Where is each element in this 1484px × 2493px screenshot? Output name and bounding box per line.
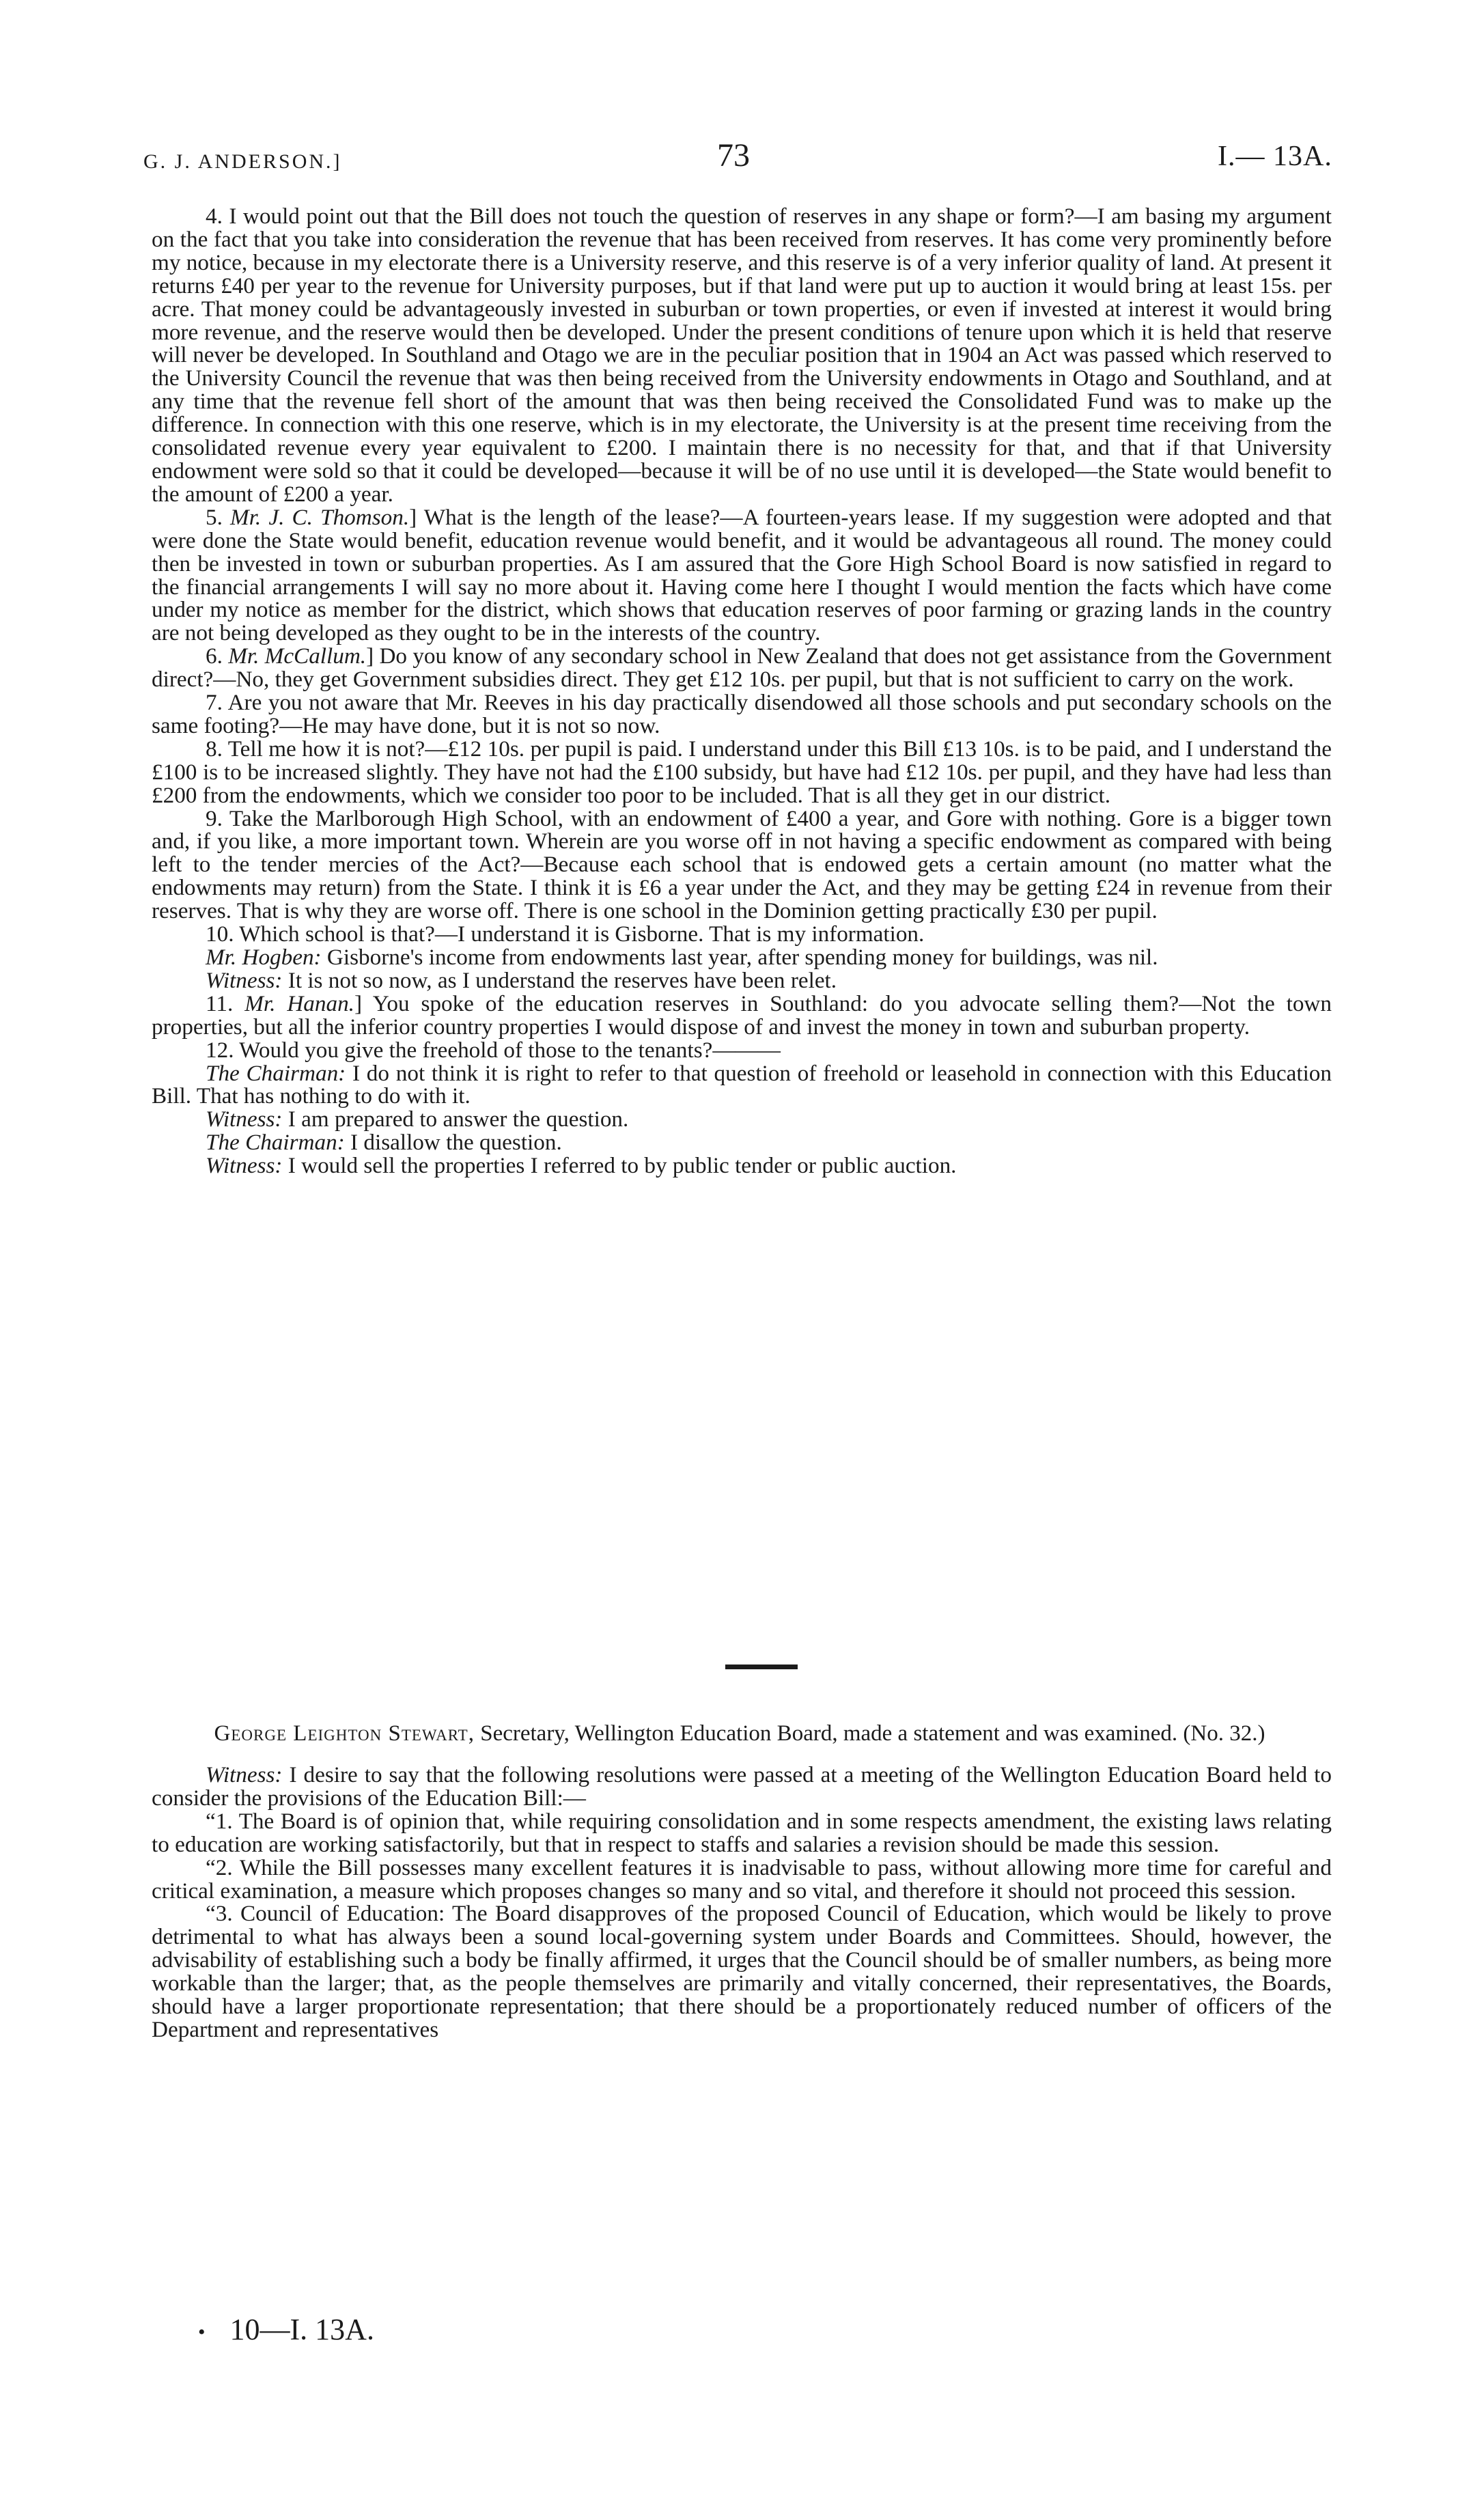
paragraph-q8: 8. Tell me how it is not?—£12 10s. per pupil is paid. I understand under this Bill £13 10s. is to be paid, and I understand the £100 is to be increased slightly. They have not had the £100 subsidy, but have had £12 10s. per pupil, and they have had less than £200 from the endowments, which we consider too poor to be included. That is all they get in our district. (152, 736, 1332, 808)
resolution-1: “1. The Board is of opinion that, while requiring consolidation and in some respects amendment, the existing laws relating to education are working satisfactorily, but that in respect to staffs and salaries a revision should be made this session. (152, 1808, 1332, 1857)
paper-reference: I.— 13A. (1218, 141, 1332, 172)
paragraph-hogben: Mr. Hogben: Gisborne's income from endowments last year, after spending money for buildings, was nil. (206, 945, 1158, 970)
paragraph-witness-sell: Witness: I would sell the properties I referred to by public tender or public auction. (206, 1153, 957, 1179)
paragraph-witness-answer: Witness: I am prepared to answer the question. (206, 1106, 629, 1132)
speaker-name: Witness: (206, 1106, 283, 1132)
speaker-name: Mr. J. C. Thomson. (230, 504, 410, 530)
paragraph-q11: 11. Mr. Hanan.] You spoke of the education reserves in Southland: do you advocate selling them?—Not the town properties, but all the inferior country properties I would dispose of and invest the money in town and suburban property. (152, 990, 1332, 1040)
section-divider (725, 1665, 798, 1669)
speaker-name: The Chairman: (206, 1060, 346, 1086)
speaker-name: Witness: (206, 1762, 283, 1787)
speaker-name: Mr. Hanan. (244, 990, 354, 1016)
speaker-name: Witness: (206, 967, 283, 993)
signature-line: 10—I. 13A. (229, 2313, 374, 2346)
paragraph-q9: 9. Take the Marlborough High School, with an endowment of £400 a year, and Gore with nothing. Gore is a bigger town and, if you like, a more important town. Wherein are you worse off in not having a specific endowment as compared with being left to the tender mercies of the Act?—Because each school that is endowed gets a certain amount (no matter what the endowments may return) from the State. I think it is £6 a year under the Act, and they may be getting £24 in revenue from their reserves. That is why they are worse off. There is one school in the Dominion getting practically £30 per pupil. (152, 805, 1332, 924)
paragraph-q7: 7. Are you not aware that Mr. Reeves in his day practically disendowed all those schools and put secondary schools on the same footing?—He may have done, but it is not so now. (152, 690, 1332, 738)
speaker-name: The Chairman: (206, 1130, 345, 1156)
speaker-name: Mr. McCallum. (228, 643, 367, 669)
witness-heading: George Leighton Stewart, Secretary, Wellington Education Board, made a statement and was examined. (No. 32.) (214, 1721, 1265, 1746)
paragraph-q10: 10. Which school is that?—I understand it is Gisborne. That is my information. (206, 921, 925, 947)
running-header-witness: G. J. ANDERSON.] (143, 150, 342, 173)
page-number: 73 (717, 137, 750, 173)
bullet-mark: • (198, 2320, 206, 2343)
speaker-name: Mr. Hogben: (206, 945, 322, 970)
paragraph-q6: 6. Mr. McCallum.] Do you know of any secondary school in New Zealand that does not get assistance from the Government direct?—No, they get Government subsidies direct. They get £12 10s. per pupil, but that is not sufficient to carry on the work. (152, 643, 1332, 693)
signature-mark (198, 2312, 374, 2347)
resolution-2: “2. While the Bill possesses many excellent features it is inadvisable to pass, without allowing more time for careful and critical examination, a measure which proposes changes so many and so vital, and therefore it should not proceed this session. (152, 1854, 1332, 1904)
paragraph-q5: 5. Mr. J. C. Thomson.] What is the length of the lease?—A fourteen-years lease. If my suggestion were adopted and that were done the State would benefit, education revenue would benefit, and it would be advantageous all round. The money could then be invested in town or suburban properties. As I am assured that the Gore High School Board is now satisfied in regard to the financial arrangements I will say no more about it. Having come here I thought I would mention the facts which have come under my notice as member for the district, which shows that education reserves of poor farming or grazing lands in the country are not being developed as they ought to be in the interests of the country. (152, 504, 1332, 646)
paragraph-stewart-intro: Witness: I desire to say that the following resolutions were passed at a meeting of the Wellington Education Board held to consider the provisions of the Education Bill:— (152, 1762, 1332, 1811)
paragraph-chairman-2: The Chairman: I disallow the question. (206, 1130, 562, 1156)
paragraph-chairman-1: The Chairman: I do not think it is right to refer to that question of freehold or leasehold in connection with this Education Bill. That has nothing to do with it. (152, 1060, 1332, 1109)
speaker-name: Witness: (206, 1153, 283, 1179)
evidence-body (152, 205, 1332, 1178)
paragraph-q4: 4. I would point out that the Bill does not touch the question of reserves in any shape or form?—I am basing my argument on the fact that you take into consideration the revenue that has been received from reserves. It has come very prominently before my notice, because in my electorate there is a University reserve, and this reserve is of a very inferior quality of land. At present it returns £40 per year to the revenue for University purposes, but if that land were put up to auction it would bring at least 15s. per acre. That money could be advantageously invested in suburban or town properties, or even if invested at interest it would bring more revenue, and the reserve would then be developed. Under the present conditions of tenure upon which it is held that reserve will never be developed. In Southland and Otago we are in the peculiar position that in 1904 an Act was passed which reserved to the University Council the revenue that was then being received from the University endowments in Otago and Southland, and at any time that the revenue fell short of the amount that was then being received the Consolidated Fund was to make up the difference. In connection with this one reserve, which is in my electorate, the University is at the present time receiving from the consolidated revenue every year equivalent to £200. I maintain there is no necessity for that, and that if that University endowment were sold so that it could be developed—because it will be of no use until it is developed—the State would benefit to the amount of £200 a year. (152, 204, 1332, 507)
paragraph-witness-relet: Witness: It is not so now, as I understand the reserves have been relet. (206, 967, 837, 993)
paragraph-q12: 12. Would you give the freehold of those to the tenants?——— (206, 1037, 781, 1063)
stewart-statement (152, 1764, 1332, 2042)
resolution-3: “3. Council of Education: The Board disapproves of the proposed Council of Education, which would be likely to prove detrimental to what has always been a sound local-governing system under Boards and Committees. Should, however, the advisability of establishing such a body be finally affirmed, it urges that the Council should be of smaller numbers, as being more workable than the larger; that, as the people themselves are primarily and vitally concerned, their representatives, the Boards, should have a larger proportionate representation; that there should be a proportionately reduced number of officers of the Department and representatives (152, 1901, 1332, 2042)
witness-name: George Leighton Stewart, (214, 1721, 475, 1746)
stewart-evidence (152, 1721, 1332, 2042)
